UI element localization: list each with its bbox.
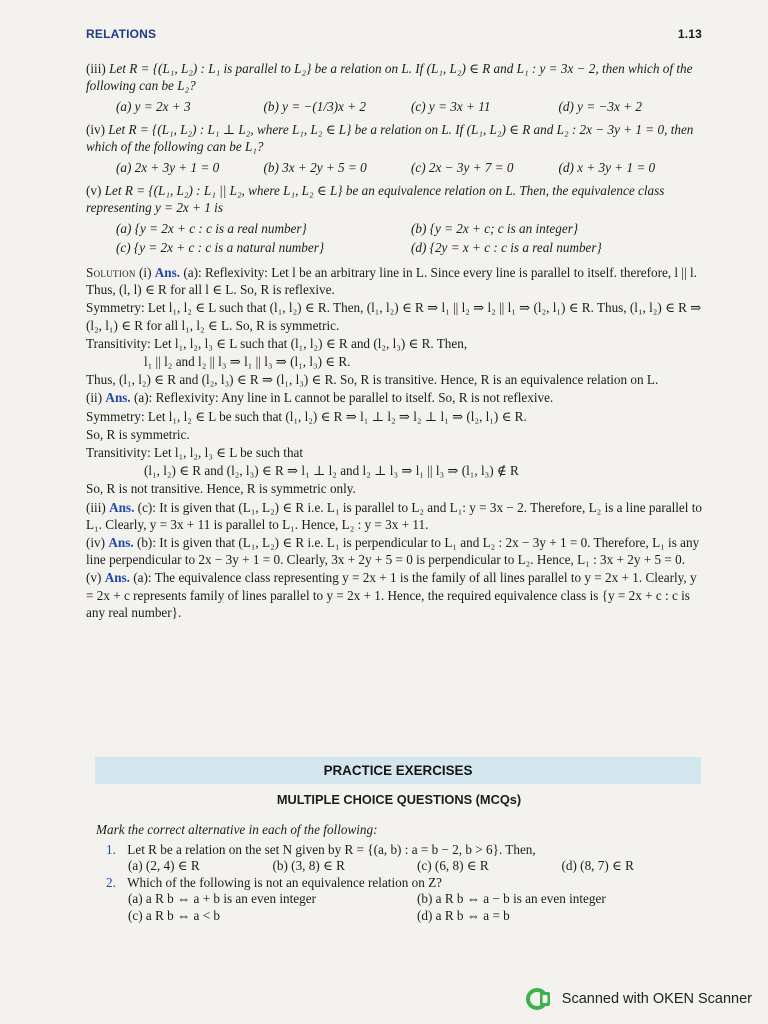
option: (d) {2y = x + c : c is a real number} — [411, 240, 602, 255]
solution-line: So, R is not transitive. Hence, R is symmetric only. — [86, 481, 356, 497]
option: (c) a R b ⇔ a < b — [128, 907, 221, 923]
option: (a) a R b ⇔ a + b is an even integer — [128, 891, 316, 906]
solution-line: (iv) Ans. (b): It is given that (L₁, L₂) ∈ R i.e. L₁ is perpendicular to L₁ and L₂ : 2x − 3y + 1 = 0. Therefore, L₁ is any line perpendicular to 2x − 3y + 1 = 0. Clearly, 3x + 2y + 5 = 0 is perpendicular to L₂. Hence, L₁ : 3x + 2y + 5 = 0. — [86, 535, 700, 568]
answer-marker: Ans. — [154, 265, 181, 280]
solution-block — [86, 264, 706, 621]
question-iv — [86, 121, 706, 155]
answer-marker: Ans. — [105, 390, 131, 406]
practice-exercises-banner: PRACTICE EXERCISES — [95, 757, 701, 784]
option: (d) a R b ⇔ a = b — [417, 907, 510, 923]
solution-line: Transitivity: Let l₁, l₂, l₃ ∈ L such that (l₁, l₂) ∈ R and (l₂, l₃) ∈ R. Then, — [86, 335, 468, 351]
page-body — [86, 60, 706, 622]
option: (a) {y = 2x + c : c is a real number} — [116, 221, 307, 236]
option: (d) y = −3x + 2 — [558, 99, 642, 114]
solution-line: Thus, (l₁, l₂) ∈ R and (l₂, l₃) ∈ R ⇒ (l₁, l₃) ∈ R. So, R is transitive. Hence, R is an equivalence relation on L. — [86, 372, 659, 388]
exercise-list — [96, 822, 706, 924]
option: (b) y = −(1/3)x + 2 — [263, 99, 366, 114]
scanner-text: Scanned with OKEN Scanner — [561, 991, 752, 1007]
option: (b) {y = 2x + c; c is an integer} — [411, 221, 579, 236]
question-v — [86, 182, 706, 216]
option: (c) 2x − 3y + 7 = 0 — [411, 160, 514, 175]
running-head — [86, 27, 702, 41]
question-text: Let R = {(L₁, L₂) : L₁ ⊥ L₂, where L₁, L₂ ∈ L} be a relation on L. If (L₁, L₂) ∈ R and L₂ : 2x − 3y + 1 = 0, then which of the following can be L₁? — [86, 122, 694, 154]
solution-line: Symmetry: Let l₁, l₂ ∈ L be such that (l₁, l₂) ∈ R ⇒ l₁ ⊥ l₂ ⇒ l₂ ⊥ l₁ ⇒ (l₂, l₁) ∈ R. — [86, 408, 527, 424]
question-iv-options — [116, 159, 706, 176]
exercise-item — [96, 875, 706, 892]
scanner-watermark — [526, 988, 752, 1010]
option: (c) (6, 8) ∈ R — [417, 858, 489, 873]
question-label: (v) — [86, 183, 102, 198]
question-iii-options — [116, 98, 706, 115]
question-v-options — [116, 220, 706, 258]
question-label: (iv) — [86, 122, 106, 137]
solution-label: Solution — [86, 265, 136, 280]
option: (b) (3, 8) ∈ R — [272, 858, 345, 873]
exercise-text: Which of the following is not an equivalence relation on Z? — [127, 874, 442, 890]
solution-line: So, R is symmetric. — [86, 426, 190, 442]
option: (a) 2x + 3y + 1 = 0 — [116, 160, 220, 175]
exercise-text: Let R be a relation on the set N given by R = {(a, b) : a = b − 2, b > 6}. Then, — [127, 841, 536, 857]
page-number: 1.13 — [677, 27, 702, 41]
question-label: (iii) — [86, 61, 106, 76]
solution-line — [86, 264, 706, 298]
question-text: Let R = {(L₁, L₂) : L₁ || L₂, where L₁, L₂ ∈ L} be an equivalence relation on L. Then, the equivalence class representing y = 2x + 1 is — [86, 183, 665, 215]
answer-marker: Ans. — [104, 570, 130, 586]
exercise-item — [96, 842, 706, 859]
mcq-heading: MULTIPLE CHOICE QUESTIONS (MCQs) — [276, 792, 522, 807]
answer-marker: Ans. — [108, 535, 134, 551]
answer-marker: Ans. — [109, 499, 135, 515]
solution-text: (i) Ans. (a): Reflexivity: Let l be an arbitrary line in L. Since every line is parallel to itself. therefore, l || l. Thus, (l, l) ∈ R for all l ∈ L. So, R is reflexive. — [86, 265, 697, 298]
option: (d) (8, 7) ∈ R — [561, 858, 634, 873]
exercise-instruction: Mark the correct alternative in each of the following: — [96, 822, 378, 837]
solution-line: (ii) Ans. (a): Reflexivity: Any line in L cannot be parallel to itself. So, R is not reflexive. — [86, 390, 554, 406]
solution-line: l₁ || l₂ and l₂ || l₃ ⇒ l₁ || l₃ ⇒ (l₁, l₃) ∈ R. — [144, 354, 351, 370]
option: (a) (2, 4) ∈ R — [128, 858, 200, 873]
solution-line: (l₁, l₂) ∈ R and (l₂, l₃) ∈ R ⇒ l₁ ⊥ l₂ and l₂ ⊥ l₃ ⇒ l₁ || l₃ ⇒ (l₁, l₃) ∉ R — [144, 463, 519, 479]
option: (b) 3x + 2y + 5 = 0 — [263, 160, 367, 175]
scanner-logo-icon — [526, 988, 552, 1010]
option: (b) a R b ⇔ a − b is an even integer — [417, 891, 606, 906]
solution-line: Symmetry: Let l₁, l₂ ∈ L such that (l₁, l₂) ∈ R. Then, (l₁, l₂) ∈ R ⇒ l₁ || l₂ ⇒ l₂ || l₁ ⇒ (l₂, l₁) ∈ R. Thus, (l₁, l₂) ∈ R ⇒ (l₂, l₁) ∈ R for all l₁, l₂ ∈ L. So, R is symmetric. — [86, 300, 702, 333]
solution-line: Transitivity: Let l₁, l₂, l₃ ∈ L be such that — [86, 445, 304, 461]
chapter-title: RELATIONS — [86, 27, 157, 41]
option: (a) y = 2x + 3 — [116, 99, 191, 114]
question-text: Let R = {(L₁, L₂) : L₁ is parallel to L₂} be a relation on L. If (L₁, L₂) ∈ R and L₁ : y = 3x − 2, then which of the following can be L₂? — [86, 61, 693, 93]
option: (d) x + 3y + 1 = 0 — [558, 160, 656, 175]
exercise-options — [128, 858, 706, 875]
exercise-number: 2. — [106, 874, 116, 890]
solution-line: (iii) Ans. (c): It is given that (L₁, L₂) ∈ R i.e. L₁ is parallel to L₂ and L₁: y = 3x − 2. Therefore, L₂ is a line parallel to L₁. Clearly, y = 3x + 11 is parallel to L₁. Hence, L₂ : y = 3x + 11. — [86, 499, 702, 532]
solution-line: (v) Ans. (a): The equivalence class representing y = 2x + 1 is the family of all lines parallel to y = 2x + 1. Clearly, y = 2x + c represents family of lines parallel to y = 2x + 1. Hence, the required equivalence class is {y = 2x + c : c is any real number}. — [86, 570, 697, 620]
option: (c) y = 3x + 11 — [411, 99, 491, 114]
exercise-number: 1. — [106, 841, 116, 857]
question-iii — [86, 60, 706, 94]
exercise-options — [128, 891, 706, 924]
option: (c) {y = 2x + c : c is a natural number} — [116, 240, 325, 255]
